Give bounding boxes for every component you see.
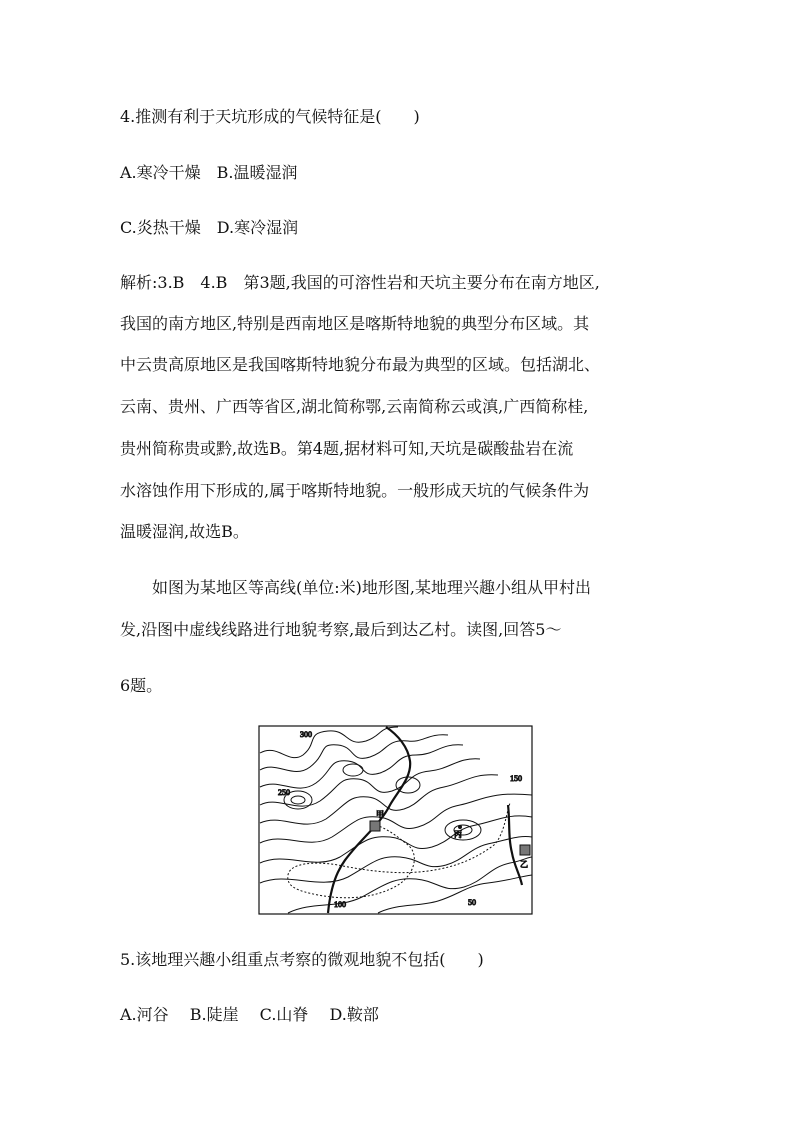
analysis-line: 水溶蚀作用下形成的,属于喀斯特地貌。一般形成天坑的气候条件为: [120, 481, 590, 500]
contour-line: [260, 794, 532, 843]
contour-line: [260, 836, 532, 883]
q4-options-ab: A.寒冷干燥 B.温暖湿润: [120, 163, 298, 182]
contour-line: [288, 857, 532, 913]
analysis-line: 中云贵高原地区是我国喀斯特地貌分布最为典型的区域。包括湖北、: [120, 355, 601, 374]
map-frame: [259, 726, 532, 914]
contour-line: [260, 816, 532, 863]
q4-stem: 4.推测有利于天坑形成的气候特征是( ): [120, 107, 420, 126]
contour-label-250: 250: [278, 788, 290, 797]
analysis-line: 云南、贵州、广西等省区,湖北简称鄂,云南简称云或滇,广西简称桂,: [120, 397, 589, 416]
point-bing-marker: [459, 826, 462, 829]
analysis-line: 温暖湿润,故选B。: [120, 522, 249, 541]
contour-map: [258, 725, 533, 915]
analysis-line: 贵州简称贵或黔,故选B。第4题,据材料可知,天坑是碳酸盐岩在流: [120, 439, 574, 458]
contour-label-300: 300: [300, 730, 312, 739]
contour-loop: [291, 796, 305, 804]
village-yi-marker: [520, 845, 530, 855]
analysis-line: 我国的南方地区,特别是西南地区是喀斯特地貌的典型分布区域。其: [120, 314, 590, 333]
route-dashed: [288, 803, 510, 898]
contour-label-100: 100: [334, 900, 346, 909]
village-jia-label: 甲: [376, 810, 384, 819]
contour-loop: [343, 764, 363, 776]
village-yi-label: 乙: [520, 860, 528, 869]
analysis-line: 解析:3.B 4.B 第3题,我国的可溶性岩和天坑主要分布在南方地区,: [120, 273, 600, 292]
q5-options: A.河谷 B.陡崖 C.山脊 D.鞍部: [120, 1005, 379, 1024]
q4-options-cd: C.炎热干燥 D.寒冷湿润: [120, 218, 299, 237]
point-bing-label: 丙: [454, 830, 462, 839]
contour-line: [260, 735, 448, 772]
intro-line: 如图为某地区等高线(单位:米)地形图,某地理兴趣小组从甲村出: [120, 578, 591, 597]
intro-line: 发,沿图中虚线线路进行地貌考察,最后到达乙村。读图,回答5～: [120, 620, 562, 639]
q5-stem: 5.该地理兴趣小组重点考察的微观地貌不包括( ): [120, 950, 484, 969]
contour-label-50: 50: [468, 898, 476, 907]
contour-line: [378, 875, 532, 913]
contour-line: [260, 759, 480, 806]
contour-label-150: 150: [510, 774, 522, 783]
village-jia-marker: [370, 821, 380, 831]
intro-line: 6题。: [120, 676, 163, 695]
contour-loop: [445, 820, 481, 840]
